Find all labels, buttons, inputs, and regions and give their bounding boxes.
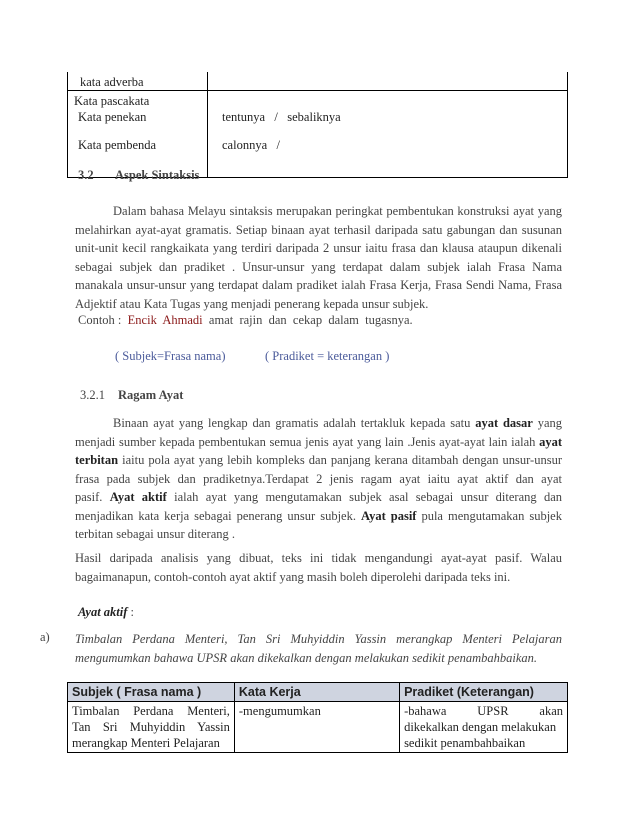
paragraph-line: Hasil daripada analisis yang dibuat, teks ini tidak mengandungi ayat-ayat pasif. Walau bbox=[75, 551, 562, 565]
predicate-note: ( Pradiket = keterangan ) bbox=[265, 349, 390, 363]
section-title: Aspek Sintaksis bbox=[115, 168, 200, 182]
column-header: Pradiket (Keterangan) bbox=[400, 683, 568, 702]
paragraph-line: menjadikan kata kerja sebagai penerang unsur subjek. Ayat pasif pula mengutamakan subjek bbox=[75, 508, 562, 523]
table-row bbox=[68, 702, 568, 753]
column-header: Kata Kerja bbox=[234, 683, 399, 702]
subject-note: ( Subjek=Frasa nama) bbox=[115, 349, 226, 363]
analysis-table bbox=[67, 682, 568, 753]
table-cell: Kata pascakata bbox=[74, 94, 150, 108]
subsection-number: 3.2.1 bbox=[80, 388, 105, 402]
table-cell: Kata penekan bbox=[78, 110, 147, 124]
list-marker: a) bbox=[40, 630, 50, 644]
table-header-row bbox=[68, 683, 568, 702]
table-cell: -mengumumkan bbox=[234, 702, 399, 753]
table-cell: kata adverba bbox=[80, 75, 144, 89]
list-item-line: Timbalan Perdana Menteri, Tan Sri Muhyiddin Yassin merangkap Menteri Pelajaran bbox=[75, 632, 562, 646]
paragraph-line: pasif. Ayat aktif ialah ayat yang mengutamakan subjek asal sebagai unsur diterang dan bbox=[75, 490, 562, 504]
paragraph-ragam-ayat bbox=[75, 414, 562, 544]
subsection-title: Ragam Ayat bbox=[118, 388, 184, 402]
paragraph-line: bagaimanapun, contoh-contoh ayat aktif yang masih boleh diperolehi daripada teks ini. bbox=[75, 569, 511, 584]
ayat-aktif-label: Ayat aktif : bbox=[78, 605, 135, 619]
paragraph-line: terbitan iaitu pola ayat yang lebih kompleks dan panjang kerana ditambah dengan unsur-unsur bbox=[75, 453, 562, 467]
section-number: 3.2 bbox=[78, 168, 94, 182]
paragraph-line: melahirkan ayat-ayat gramatis. Setiap binaan ayat terhasil daripada satu gabungan dan susunan bbox=[75, 222, 562, 237]
paragraph-line: unit-unit kecil rangkaikata yang terdiri daripada 2 unsur iaitu frasa dan klausa ataupun dikenali bbox=[75, 241, 562, 255]
example-sentence bbox=[78, 313, 413, 328]
table-cell: calonnya / bbox=[222, 138, 280, 152]
paragraph-line: Adjektif atau Kata Tugas yang menjadi penerang kepada unsur subjek. bbox=[75, 296, 429, 311]
example-label: Contoh : bbox=[78, 313, 122, 327]
paragraph-line: menjadi sumber kepada pembentukan semua jenis ayat yang lain .Jenis ayat-ayat lain ialah ayat bbox=[75, 434, 562, 449]
paragraph-line: sebagai subjek dan pradiket . Unsur-unsur yang terdapat dalam subjek ialah Frasa Nama bbox=[75, 259, 562, 274]
example-subject: Encik Ahmadi bbox=[127, 313, 203, 327]
column-header: Subjek ( Frasa nama ) bbox=[68, 683, 235, 702]
paragraph-hasil bbox=[75, 549, 562, 586]
table-cell: -bahawa UPSR akan dikekalkan dengan melakukan sedikit penambahbaikan bbox=[400, 702, 568, 753]
table-cell: Kata pembenda bbox=[78, 138, 157, 152]
table-cell: Timbalan Perdana Menteri, Tan Sri Muhyiddin Yassin merangkap Menteri Pelajaran bbox=[68, 702, 235, 753]
example-predicate: amat rajin dan cekap dalam tugasnya. bbox=[208, 313, 413, 327]
paragraph-line: Dalam bahasa Melayu sintaksis merupakan peringkat pembentukan konstruksi ayat yang bbox=[113, 204, 562, 218]
paragraph-line: frasa pada subjek dan pradiketnya.Terdapat 2 jenis ragam ayat iaitu ayat aktif dan ayat bbox=[75, 471, 562, 486]
paragraph-sintaksis bbox=[75, 202, 562, 313]
list-item-line: mengumumkan bahawa UPSR akan dikekalkan dengan melakukan sedikit penambahbaikan. bbox=[75, 650, 538, 665]
list-item bbox=[75, 630, 562, 667]
paragraph-line: manakala unsur-unsur yang terdapat dalam pradiket ialah Frasa Kerja, Frasa Sendi Nama, Frasa bbox=[75, 278, 562, 292]
table-cell: tentunya / sebaliknya bbox=[222, 110, 341, 124]
paragraph-line: terbitan sebagai unsur diterang . bbox=[75, 527, 236, 541]
paragraph-line: Binaan ayat yang lengkap dan gramatis adalah tertakluk kepada satu ayat dasar yang bbox=[113, 416, 562, 430]
